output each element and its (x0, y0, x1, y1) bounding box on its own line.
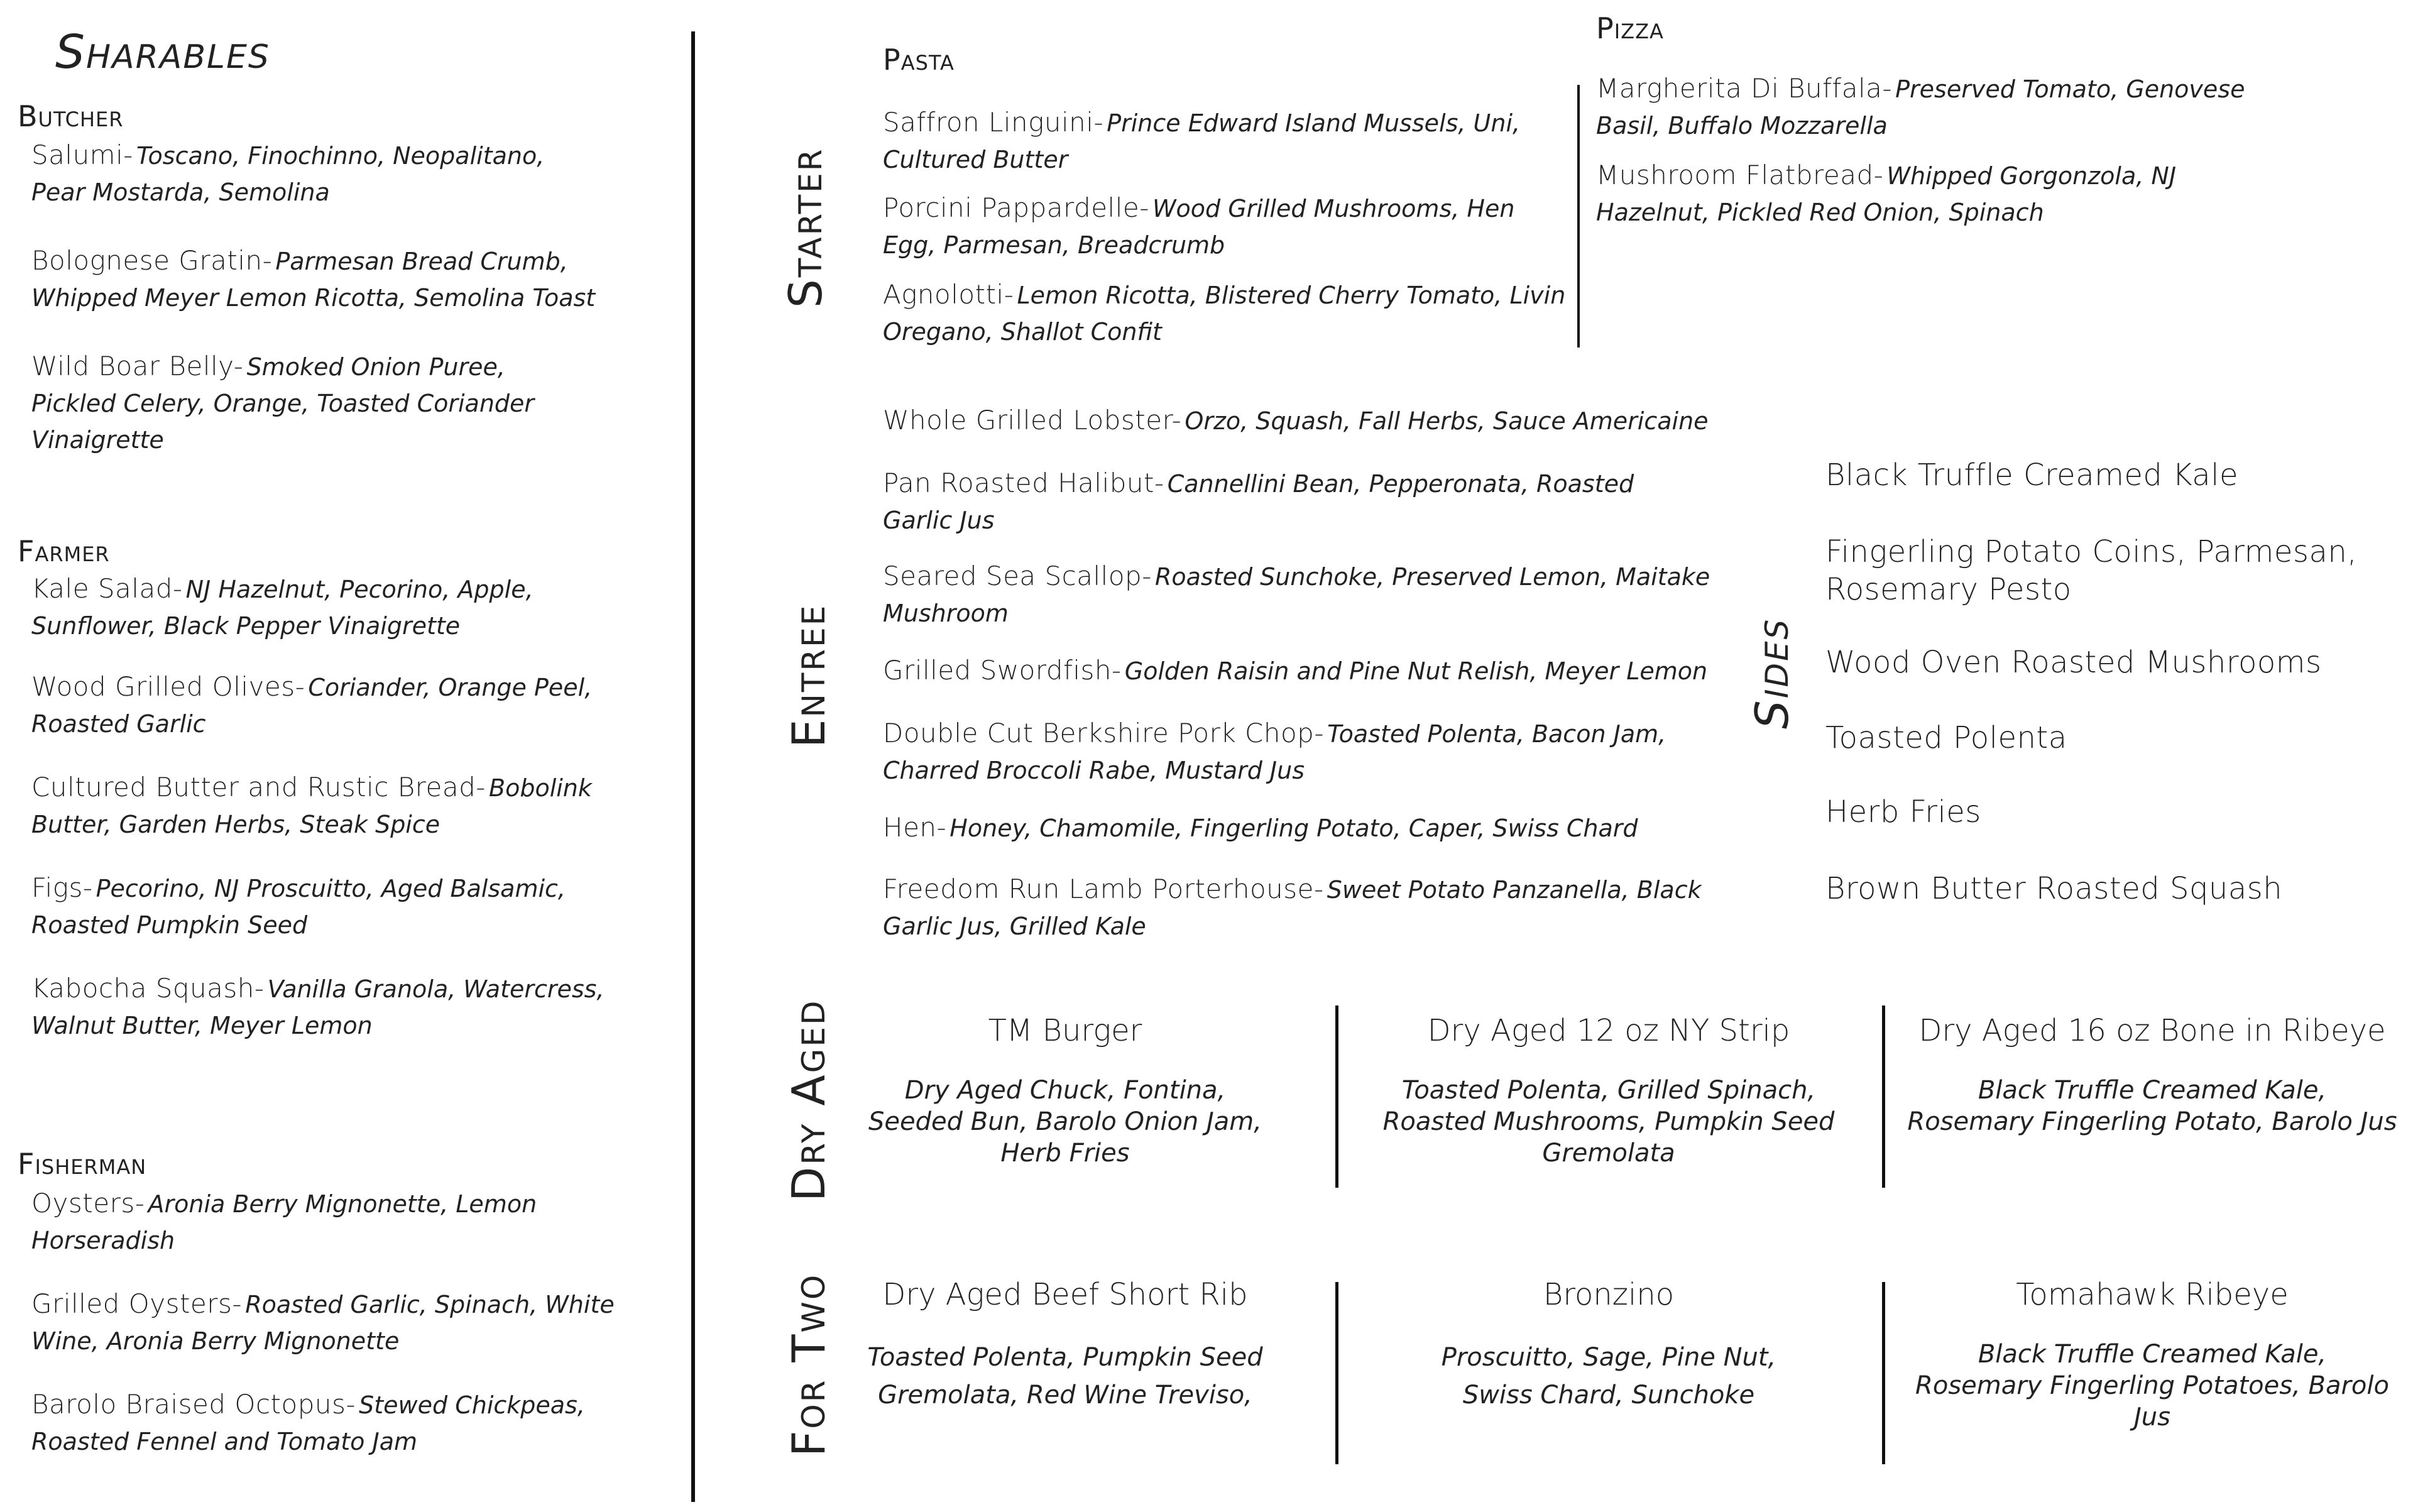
item-desc: Wine, Aronia Berry Mignonette (31, 1327, 400, 1355)
item-desc: Horseradish (31, 1227, 175, 1254)
item-desc: Pickled Celery, Orange, Toasted Coriander (31, 390, 535, 417)
side-item: Black Truffle Creamed Kale (1825, 457, 2239, 493)
item-desc: Sunflower, Black Pepper Vinaigrette (31, 612, 461, 640)
item-desc: Roasted Sunchoke, Preserved Lemon, Maitake (1154, 563, 1710, 591)
item-desc: Toasted Polenta, Bacon Jam, (1327, 720, 1666, 748)
item-desc: Proscuitto, Sage, Pine Nut, (1441, 1343, 1776, 1372)
menu-item (31, 671, 592, 745)
item-name: Kabocha Squash- (31, 973, 265, 1004)
item-desc: Pear Mostarda, Semolina (31, 178, 330, 206)
item-desc: Walnut Butter, Meyer Lemon (31, 1012, 373, 1039)
menu-item (31, 973, 605, 1046)
side-item: Herb Fries (1825, 794, 1981, 830)
item-desc: Seeded Bun, Barolo Onion Jam, (868, 1107, 1262, 1136)
item-desc: Roasted Garlic, Spinach, White (245, 1291, 615, 1318)
dry-aged-item (1351, 1013, 1866, 1169)
item-name: Grilled Oysters- (31, 1288, 243, 1319)
menu-item (883, 405, 1709, 442)
item-desc: Lemon Ricotta, Blistered Cherry Tomato, Livin (1017, 282, 1566, 309)
item-desc: Gremolata, Red Wine Treviso, (878, 1381, 1252, 1410)
item-desc: Vanilla Granola, Watercress, (267, 975, 605, 1003)
item-name: Double Cut Berkshire Pork Chop- (883, 718, 1324, 748)
item-name: Barolo Braised Octopus- (31, 1389, 356, 1420)
item-desc: Roasted Mushrooms, Pumpkin Seed (1382, 1107, 1835, 1136)
item-desc: Herb Fries (1000, 1139, 1130, 1168)
menu-item (31, 872, 566, 946)
item-name: Hen- (883, 812, 947, 843)
dry-aged-label: Dry Aged (782, 999, 835, 1202)
item-name: Kale Salad- (31, 573, 183, 604)
item-desc: Roasted Garlic (31, 710, 206, 738)
menu-item (31, 573, 533, 647)
item-desc: Golden Raisin and Pine Nut Relish, Meyer Lemon (1124, 657, 1708, 685)
pasta-heading: Pasta (883, 43, 955, 77)
item-desc: Oregano, Shallot Confit (883, 318, 1162, 346)
item-name: Mushroom Flatbread- (1596, 160, 1884, 190)
item-name: Dry Aged 16 oz Bone in Ribeye (1918, 1013, 2386, 1048)
item-name: Whole Grilled Lobster- (883, 405, 1182, 436)
menu-item (883, 812, 1638, 849)
item-desc: Bobolink (489, 774, 592, 802)
for-two-label: For Two (782, 1273, 835, 1457)
item-desc: Roasted Fennel and Tomato Jam (31, 1428, 418, 1455)
item-desc: Basil, Buffalo Mozzarella (1596, 112, 1888, 140)
menu-item (883, 192, 1514, 266)
menu-item (31, 1288, 615, 1362)
item-name: Freedom Run Lamb Porterhouse- (883, 874, 1324, 904)
item-desc: Honey, Chamomile, Fingerling Potato, Caper, Swiss Chard (949, 814, 1638, 842)
side-item: Rosemary Pesto (1825, 572, 2072, 607)
section-fisherman-heading: Fisherman (18, 1147, 147, 1181)
for-two-item (1351, 1277, 1866, 1414)
menu-item (31, 1188, 537, 1261)
item-desc: NJ Hazelnut, Pecorino, Apple, (185, 576, 533, 603)
item-desc: Orzo, Squash, Fall Herbs, Sauce Americaine (1185, 407, 1709, 435)
item-desc: Preserved Tomato, Genovese (1895, 75, 2245, 103)
item-desc: Charred Broccoli Rabe, Mustard Jus (883, 757, 1305, 784)
item-name: Salumi- (31, 140, 133, 170)
item-desc: Toasted Polenta, Grilled Spinach, (1401, 1076, 1816, 1105)
item-name: Seared Sea Scallop- (883, 561, 1152, 591)
column-divider (691, 31, 695, 1502)
side-item: Brown Butter Roasted Squash (1825, 871, 2283, 906)
item-name: Grilled Swordfish- (883, 655, 1122, 686)
item-desc: Toasted Polenta, Pumpkin Seed (867, 1343, 1263, 1372)
menu-item (883, 874, 1702, 947)
item-desc: Vinaigrette (31, 426, 164, 454)
item-name: Cultured Butter and Rustic Bread- (31, 772, 486, 803)
item-name: TM Burger (988, 1013, 1142, 1048)
dry-aged-divider (1335, 1005, 1338, 1188)
item-name: Figs- (31, 872, 93, 903)
item-desc: Garlic Jus, Grilled Kale (883, 912, 1146, 940)
item-desc: Parmesan Bread Crumb, (275, 248, 568, 275)
menu-item (883, 655, 1707, 692)
side-item: Fingerling Potato Coins, Parmesan, (1825, 534, 2358, 569)
item-name: Bronzino (1543, 1277, 1675, 1312)
item-desc: Egg, Parmesan, Breadcrumb (883, 231, 1225, 259)
menu-item (883, 468, 1634, 541)
item-desc: Prince Edward Island Mussels, Uni, (1107, 109, 1521, 137)
item-name: Porcini Pappardelle- (883, 192, 1149, 223)
item-desc: Roasted Pumpkin Seed (31, 911, 308, 939)
item-desc: Sweet Potato Panzanella, Black (1327, 876, 1702, 904)
section-farmer-heading: Farmer (18, 534, 110, 568)
menu-item (883, 561, 1710, 634)
item-desc: Gremolata (1542, 1139, 1675, 1168)
item-desc: Smoked Onion Puree, (246, 353, 505, 381)
item-name: Dry Aged Beef Short Rib (882, 1277, 1248, 1312)
item-desc: Mushroom (883, 600, 1009, 627)
item-desc: Black Truffle Creamed Kale, (1978, 1076, 2327, 1105)
item-desc: Garlic Jus (883, 507, 995, 534)
item-desc: Wood Grilled Mushrooms, Hen (1152, 195, 1515, 222)
sharables-title: Sharables (55, 25, 270, 79)
for-two-divider (1335, 1282, 1338, 1464)
menu-item (31, 351, 534, 461)
dry-aged-item (1898, 1013, 2407, 1137)
menu-item (31, 140, 544, 213)
item-desc: Black Truffle Creamed Kale, (1978, 1340, 2327, 1369)
menu-item (1596, 160, 2176, 233)
item-desc: Rosemary Fingerling Potato, Barolo Jus (1907, 1107, 2397, 1136)
menu-item (883, 718, 1666, 791)
item-desc: Butter, Garden Herbs, Steak Spice (31, 811, 440, 838)
dry-aged-divider (1882, 1005, 1885, 1188)
menu-item (31, 772, 592, 845)
menu-item (883, 107, 1520, 180)
pizza-divider (1577, 85, 1580, 348)
item-name: Wood Grilled Olives- (31, 671, 305, 702)
side-item: Toasted Polenta (1825, 720, 2067, 755)
menu-item (31, 1389, 585, 1462)
item-name: Oysters- (31, 1188, 145, 1219)
item-desc: Aronia Berry Mignonette, Lemon (148, 1190, 537, 1218)
item-name: Wild Boar Belly- (31, 351, 244, 381)
item-desc: Pecorino, NJ Proscuitto, Aged Balsamic, (96, 875, 566, 902)
pizza-heading: Pizza (1596, 11, 1664, 45)
item-desc: Stewed Chickpeas, (359, 1391, 585, 1419)
item-desc: Rosemary Fingerling Potatoes, Barolo Jus (1915, 1371, 2389, 1432)
sides-label: Sides (1746, 617, 1798, 729)
for-two-item (1898, 1277, 2407, 1433)
item-desc: Cannellini Bean, Pepperonata, Roasted (1167, 470, 1634, 498)
for-two-item (861, 1277, 1269, 1414)
item-name: Bolognese Gratin- (31, 245, 273, 276)
item-desc: Whipped Gorgonzola, NJ (1886, 162, 2177, 190)
item-name: Margherita Di Buffala- (1596, 73, 1893, 104)
dry-aged-item (861, 1013, 1269, 1169)
menu-item (31, 245, 595, 319)
item-name: Agnolotti- (883, 279, 1014, 310)
item-name: Saffron Linguini- (883, 107, 1104, 138)
item-desc: Toscano, Finochinno, Neopalitano, (136, 142, 545, 170)
starter-label: Starter (779, 147, 832, 308)
item-desc: Hazelnut, Pickled Red Onion, Spinach (1596, 199, 2044, 226)
for-two-divider (1882, 1282, 1885, 1464)
section-butcher-heading: Butcher (18, 99, 124, 133)
item-desc: Swiss Chard, Sunchoke (1462, 1381, 1755, 1410)
item-desc: Whipped Meyer Lemon Ricotta, Semolina Toast (31, 284, 596, 312)
menu-item (883, 279, 1565, 353)
item-name: Tomahawk Ribeye (2016, 1277, 2289, 1312)
item-desc: Dry Aged Chuck, Fontina, (904, 1076, 1226, 1105)
entree-label: Entree (782, 603, 835, 748)
item-name: Pan Roasted Halibut- (883, 468, 1164, 498)
item-name: Dry Aged 12 oz NY Strip (1427, 1013, 1790, 1048)
item-desc: Cultured Butter (883, 146, 1068, 173)
item-desc: Coriander, Orange Peel, (308, 674, 593, 701)
side-item: Wood Oven Roasted Mushrooms (1825, 645, 2322, 680)
menu-item (1596, 73, 2245, 146)
